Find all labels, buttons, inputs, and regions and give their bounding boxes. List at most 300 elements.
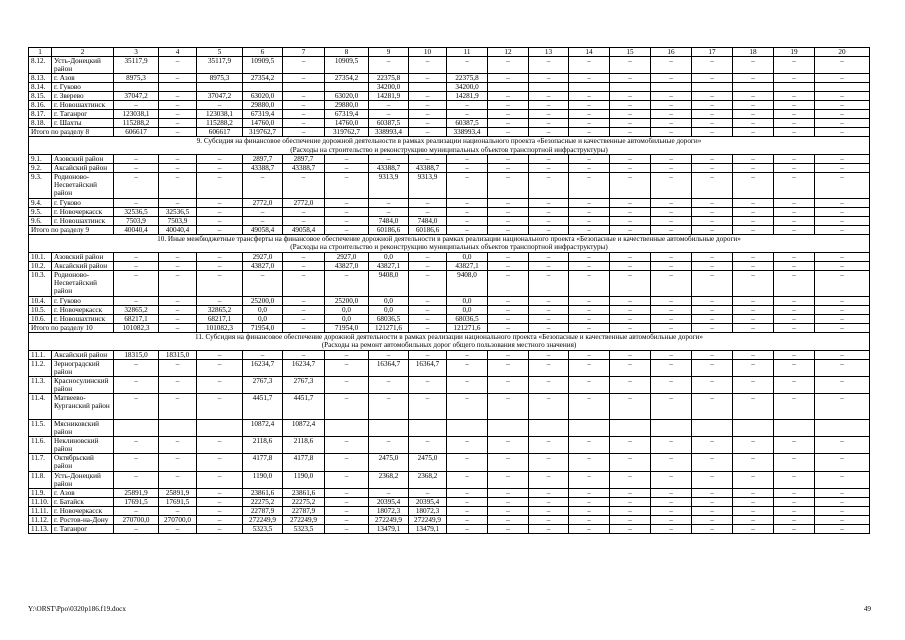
table-cell: – (569, 323, 610, 332)
table-cell: – (529, 471, 569, 488)
table-cell (610, 83, 651, 92)
table-cell: 10909,5 (243, 57, 283, 74)
row-number: 10.3. (29, 270, 52, 296)
table-cell: 2772,0 (243, 198, 283, 207)
table-cell: 8975,3 (114, 74, 159, 83)
table-cell: – (610, 57, 651, 74)
total-label: Итого по разделу 8 (29, 128, 114, 137)
table-cell: – (733, 198, 774, 207)
table-cell: – (529, 437, 569, 454)
table-cell: – (692, 128, 733, 137)
table-cell: – (651, 394, 692, 420)
table-cell: 115288,2 (114, 119, 159, 128)
table-cell: – (488, 216, 529, 225)
table-cell: 43388,7 (243, 164, 283, 173)
table-cell: – (733, 164, 774, 173)
table-cell: 16234,7 (283, 359, 325, 376)
table-cell: – (692, 376, 733, 393)
table-cell: 60387,5 (369, 119, 409, 128)
table-cell: 23861,6 (283, 488, 325, 497)
table-cell: – (774, 376, 815, 393)
table-cell: 20395,4 (409, 497, 447, 506)
table-cell: – (774, 471, 815, 488)
table-cell: – (774, 350, 815, 359)
table-cell: – (197, 471, 243, 488)
table-cell: – (197, 350, 243, 359)
table-cell: – (488, 497, 529, 506)
table-cell: – (197, 394, 243, 420)
table-row (29, 419, 870, 436)
table-cell: 43827,1 (369, 261, 409, 270)
column-header: 1 (29, 48, 52, 57)
table-cell: – (369, 207, 409, 216)
table-cell: – (197, 296, 243, 305)
table-cell: – (815, 323, 870, 332)
table-cell: – (569, 198, 610, 207)
table-cell: – (774, 524, 815, 533)
table-cell: – (529, 296, 569, 305)
table-cell: – (733, 524, 774, 533)
table-cell: – (733, 119, 774, 128)
table-cell: – (488, 110, 529, 119)
column-header: 8 (325, 48, 369, 57)
table-cell (325, 419, 369, 436)
table-cell: 4177,8 (243, 454, 283, 471)
table-cell: – (197, 454, 243, 471)
table-cell: – (159, 376, 197, 393)
table-cell: – (369, 394, 409, 420)
table-cell: – (692, 173, 733, 199)
table-cell: – (692, 216, 733, 225)
row-number: 11.2. (29, 359, 52, 376)
table-cell: – (529, 350, 569, 359)
row-number: 8.14. (29, 83, 52, 92)
table-cell: – (651, 92, 692, 101)
table-cell: – (114, 101, 159, 110)
table-cell: – (815, 471, 870, 488)
table-row (29, 164, 870, 173)
row-number: 9.2. (29, 164, 52, 173)
table-cell: 34200,0 (447, 83, 488, 92)
table-cell: 25891,9 (114, 488, 159, 497)
table-cell: 13479,1 (409, 524, 447, 533)
table-cell: – (651, 323, 692, 332)
table-cell: – (569, 270, 610, 296)
table-cell: – (774, 314, 815, 323)
table-cell: – (447, 394, 488, 420)
table-cell: – (488, 119, 529, 128)
table-cell: – (488, 198, 529, 207)
table-cell: 1190,0 (243, 471, 283, 488)
row-number: 11.13. (29, 524, 52, 533)
table-cell: 5323,5 (243, 524, 283, 533)
municipality-name: Красносулинский район (52, 376, 114, 393)
table-cell: – (569, 314, 610, 323)
table-cell: – (529, 155, 569, 164)
table-cell: – (488, 164, 529, 173)
table-cell: – (815, 198, 870, 207)
table-cell: – (197, 515, 243, 524)
table-cell: 10909,5 (325, 57, 369, 74)
table-cell: – (774, 198, 815, 207)
table-cell: – (529, 128, 569, 137)
table-cell: – (159, 110, 197, 119)
table-cell: 0,0 (243, 314, 283, 323)
table-cell: – (651, 305, 692, 314)
table-cell: – (325, 524, 369, 533)
table-cell: – (488, 270, 529, 296)
table-cell (447, 419, 488, 436)
table-cell: – (651, 164, 692, 173)
table-cell: – (815, 305, 870, 314)
table-cell: – (569, 437, 610, 454)
table-cell: – (610, 376, 651, 393)
section-heading-line: (Расходы на ремонт автомобильных дорог общего пользования местного значения) (321, 341, 577, 350)
section-heading-line: 11. Субсидия на финансовое обеспечение дорожной деятельности в рамках реализации национального проекта «Безопасные и качественные автомобильные дороги» (195, 332, 703, 341)
table-cell: – (283, 305, 325, 314)
municipality-name: Родионово-Несветайский район (52, 173, 114, 199)
table-cell: 5323,5 (283, 524, 325, 533)
table-cell: – (529, 323, 569, 332)
table-cell (774, 419, 815, 436)
table-cell: – (815, 488, 870, 497)
table-cell: – (447, 437, 488, 454)
table-cell: – (114, 437, 159, 454)
table-cell: – (325, 155, 369, 164)
table-cell: – (159, 454, 197, 471)
table-cell: – (569, 207, 610, 216)
table-cell: 270700,0 (159, 515, 197, 524)
table-cell: – (610, 515, 651, 524)
table-cell: 22375,8 (369, 74, 409, 83)
table-cell: – (815, 270, 870, 296)
table-cell: – (409, 198, 447, 207)
table-cell (488, 419, 529, 436)
table-cell: – (610, 471, 651, 488)
table-cell (692, 83, 733, 92)
table-cell: 9408,0 (369, 270, 409, 296)
table-cell: 49058,4 (283, 225, 325, 234)
row-number: 11.12. (29, 515, 52, 524)
table-cell: 22275,2 (243, 497, 283, 506)
table-cell: – (447, 216, 488, 225)
table-cell: – (774, 57, 815, 74)
table-cell: 22375,8 (447, 74, 488, 83)
table-cell: – (651, 252, 692, 261)
table-cell: – (733, 454, 774, 471)
table-cell: – (815, 225, 870, 234)
table-cell: – (114, 376, 159, 393)
table-cell: – (815, 376, 870, 393)
table-cell: – (774, 155, 815, 164)
table-cell: – (529, 225, 569, 234)
table-cell: – (569, 454, 610, 471)
table-cell: – (733, 314, 774, 323)
table-cell: – (529, 376, 569, 393)
table-cell: – (283, 323, 325, 332)
table-cell: – (159, 57, 197, 74)
table-cell (114, 419, 159, 436)
table-cell: – (114, 270, 159, 296)
table-cell: – (692, 225, 733, 234)
table-cell: 43388,7 (369, 164, 409, 173)
table-cell: – (529, 252, 569, 261)
municipality-name: г. Гуково (52, 296, 114, 305)
table-cell: – (114, 261, 159, 270)
table-row (29, 74, 870, 83)
municipality-name: Родионово-Несветайский район (52, 270, 114, 296)
table-cell: – (197, 155, 243, 164)
municipality-name: Аксайский район (52, 164, 114, 173)
table-cell: – (114, 471, 159, 488)
table-cell: – (114, 296, 159, 305)
table-cell: – (651, 173, 692, 199)
table-cell: – (325, 506, 369, 515)
table-row (29, 101, 870, 110)
table-cell: – (569, 350, 610, 359)
table-cell: – (733, 207, 774, 216)
table-cell: 1190,0 (283, 471, 325, 488)
table-cell: – (774, 454, 815, 471)
table-cell: – (610, 225, 651, 234)
table-cell: – (325, 437, 369, 454)
column-header: 2 (52, 48, 114, 57)
table-cell: – (325, 198, 369, 207)
table-cell: 43388,7 (283, 164, 325, 173)
column-header: 6 (243, 48, 283, 57)
section-heading-line: (Расходы на строительство и реконструкцию муниципальных объектов транспортной инфраструктуры) (290, 145, 608, 154)
table-cell: – (409, 92, 447, 101)
table-cell: 0,0 (447, 252, 488, 261)
table-cell (409, 419, 447, 436)
table-cell: 338993,4 (369, 128, 409, 137)
table-cell: – (325, 164, 369, 173)
table-cell: – (569, 164, 610, 173)
table-cell: – (733, 101, 774, 110)
table-cell: – (488, 471, 529, 488)
table-cell: – (692, 57, 733, 74)
table-row (29, 350, 870, 359)
table-body (29, 48, 870, 534)
municipality-name: Аксайский район (52, 261, 114, 270)
table-cell: – (774, 225, 815, 234)
table-cell: – (610, 128, 651, 137)
table-cell: – (692, 506, 733, 515)
table-cell: – (325, 515, 369, 524)
table-cell: 16364,7 (409, 359, 447, 376)
table-cell: – (733, 471, 774, 488)
table-cell: 22787,9 (283, 506, 325, 515)
table-cell: – (369, 350, 409, 359)
table-cell: 606617 (114, 128, 159, 137)
row-number: 11.4. (29, 394, 52, 420)
table-cell: – (488, 350, 529, 359)
table-cell: – (692, 488, 733, 497)
table-cell: 60186,6 (369, 225, 409, 234)
table-cell: – (114, 394, 159, 420)
table-row (29, 296, 870, 305)
table-cell: – (447, 155, 488, 164)
table-cell: – (159, 437, 197, 454)
section-heading (29, 332, 870, 350)
table-cell: 7484,0 (409, 216, 447, 225)
table-cell: – (815, 454, 870, 471)
municipality-name: г. Новочеркасск (52, 506, 114, 515)
table-cell: – (774, 497, 815, 506)
column-header: 5 (197, 48, 243, 57)
table-cell: – (325, 216, 369, 225)
table-cell: – (610, 216, 651, 225)
table-row (29, 359, 870, 376)
table-cell: – (651, 314, 692, 323)
table-cell: – (488, 437, 529, 454)
table-row (29, 198, 870, 207)
table-cell: – (409, 296, 447, 305)
table-cell (529, 419, 569, 436)
table-cell: 121271,6 (447, 323, 488, 332)
table-cell: – (569, 252, 610, 261)
table-row (29, 83, 870, 92)
table-row (29, 515, 870, 524)
table-cell: – (733, 74, 774, 83)
row-number: 11.8. (29, 471, 52, 488)
table-cell: – (197, 198, 243, 207)
table-cell: – (529, 270, 569, 296)
table-cell: – (488, 323, 529, 332)
row-number: 10.6. (29, 314, 52, 323)
column-header: 14 (569, 48, 610, 57)
table-cell: – (159, 198, 197, 207)
row-number: 8.13. (29, 74, 52, 83)
table-cell: 270700,0 (114, 515, 159, 524)
table-cell: 0,0 (325, 305, 369, 314)
table-cell: – (283, 57, 325, 74)
table-cell: – (409, 394, 447, 420)
table-cell: – (651, 119, 692, 128)
table-cell: 0,0 (447, 296, 488, 305)
table-cell: – (733, 92, 774, 101)
table-cell: – (774, 515, 815, 524)
table-cell: 49058,4 (243, 225, 283, 234)
table-cell: – (733, 173, 774, 199)
table-cell: 25891,9 (159, 488, 197, 497)
table-cell: – (692, 305, 733, 314)
table-cell: 2368,2 (409, 471, 447, 488)
table-cell: – (651, 110, 692, 119)
column-header: 4 (159, 48, 197, 57)
table-cell: 2118,6 (283, 437, 325, 454)
table-cell: – (774, 92, 815, 101)
table-cell: – (114, 164, 159, 173)
table-cell: – (774, 216, 815, 225)
table-cell: – (114, 173, 159, 199)
table-cell (529, 83, 569, 92)
table-cell: – (774, 323, 815, 332)
table-cell: 0,0 (325, 314, 369, 323)
table-cell: – (197, 207, 243, 216)
table-cell: – (409, 350, 447, 359)
table-cell: – (610, 454, 651, 471)
row-number: 10.4. (29, 296, 52, 305)
table-cell: – (243, 173, 283, 199)
column-header: 7 (283, 48, 325, 57)
table-cell: – (651, 454, 692, 471)
table-cell: – (197, 216, 243, 225)
table-cell: – (651, 57, 692, 74)
table-cell: – (325, 225, 369, 234)
table-cell: – (610, 437, 651, 454)
table-cell: – (283, 261, 325, 270)
table-cell (815, 419, 870, 436)
table-cell: – (529, 173, 569, 199)
table-cell: – (774, 296, 815, 305)
table-cell: 9313,9 (369, 173, 409, 199)
table-cell: – (325, 471, 369, 488)
table-cell: – (815, 164, 870, 173)
table-cell: – (692, 437, 733, 454)
table-cell: – (409, 101, 447, 110)
table-cell: 2897,7 (283, 155, 325, 164)
table-cell: 338993,4 (447, 128, 488, 137)
table-cell: – (159, 305, 197, 314)
table-cell: – (159, 323, 197, 332)
table-cell: – (409, 57, 447, 74)
table-cell: – (815, 506, 870, 515)
table-cell: 71954,0 (325, 323, 369, 332)
table-cell: 0,0 (447, 305, 488, 314)
table-cell: – (692, 164, 733, 173)
table-cell: – (447, 497, 488, 506)
table-cell: 60387,5 (447, 119, 488, 128)
table-row (29, 488, 870, 497)
table-cell: – (651, 471, 692, 488)
table-cell: – (815, 207, 870, 216)
table-cell: 68217,1 (114, 314, 159, 323)
table-cell: 27354,2 (325, 74, 369, 83)
table-cell: – (692, 394, 733, 420)
table-cell: 7503,9 (159, 216, 197, 225)
table-cell: – (692, 198, 733, 207)
table-cell: – (447, 471, 488, 488)
table-cell: – (815, 110, 870, 119)
table-cell: – (815, 350, 870, 359)
table-cell: – (815, 173, 870, 199)
table-cell: – (692, 252, 733, 261)
table-row (29, 252, 870, 261)
table-cell: – (569, 515, 610, 524)
table-row (29, 57, 870, 74)
table-cell: – (610, 296, 651, 305)
table-cell: – (692, 314, 733, 323)
table-cell: – (569, 110, 610, 119)
table-cell: – (488, 92, 529, 101)
table-cell: – (488, 57, 529, 74)
table-cell: – (447, 207, 488, 216)
section-heading-line: 9. Субсидия на финансовое обеспечение дорожной деятельности в рамках реализации национального проекта «Безопасные и качественные автомобильные дороги» (196, 137, 702, 146)
table-cell: – (774, 359, 815, 376)
table-cell: – (369, 110, 409, 119)
municipality-name: Мясниковский район (52, 419, 114, 436)
table-cell: – (733, 323, 774, 332)
table-cell: – (447, 173, 488, 199)
table-cell: – (529, 515, 569, 524)
table-cell: – (610, 359, 651, 376)
table-cell (692, 419, 733, 436)
table-cell: – (488, 252, 529, 261)
table-cell: 14760,0 (243, 119, 283, 128)
table-cell: – (733, 261, 774, 270)
table-cell: 9313,9 (409, 173, 447, 199)
